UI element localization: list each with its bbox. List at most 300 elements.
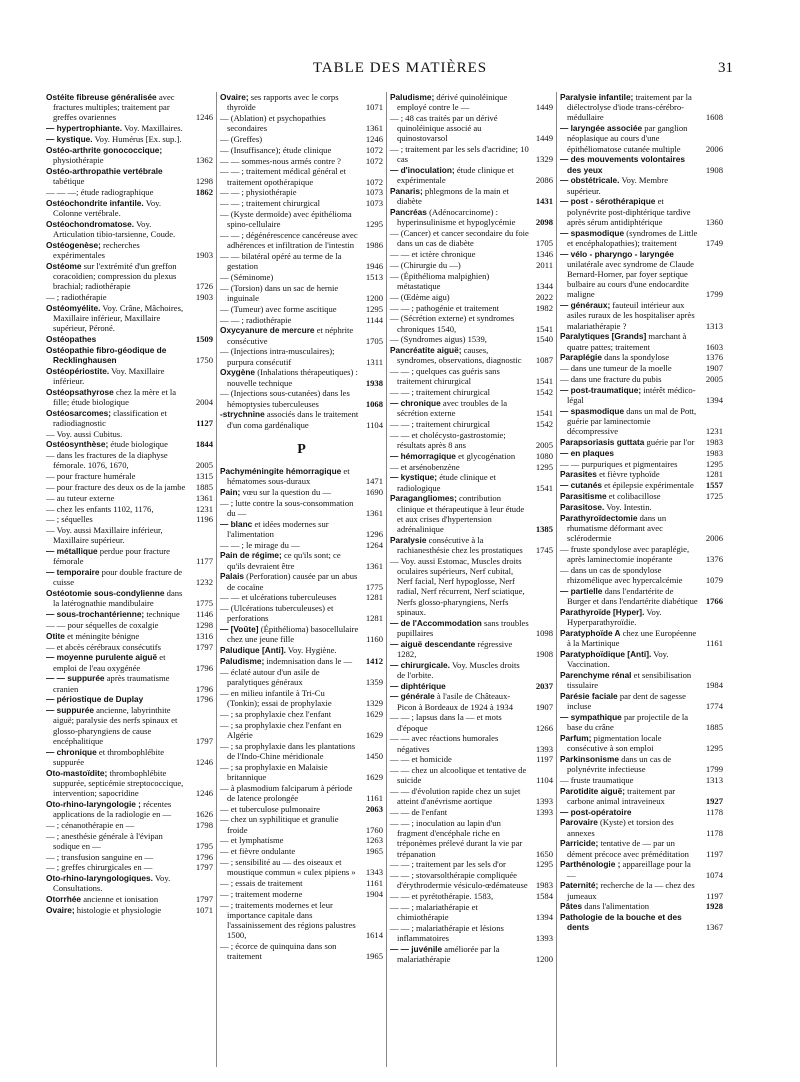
entry-description: étude clinique et radiologique	[397, 472, 496, 493]
entry-description: — — ; radiothérapie	[220, 314, 292, 325]
entry-heading: Parasitisme	[560, 491, 607, 501]
index-entry	[46, 546, 213, 566]
index-entry	[560, 607, 723, 627]
entry-text	[46, 366, 189, 386]
entry-description: — Voy. aussi Estomac, Muscles droits oculaires supérieurs, Nerf cubital, Nerf facial, Nerf hypoglosse, Nerf radial, Nerf récurrent, Nerf sciatique, Nerfs glosso-pharyngiens, Nerfs spinaux.	[390, 555, 525, 617]
entry-text	[390, 639, 529, 659]
entry-text	[220, 804, 359, 814]
entry-text	[560, 249, 699, 300]
entry-text	[46, 345, 189, 365]
entry-page-number: 1928	[705, 901, 723, 912]
entry-text	[46, 198, 189, 218]
entry-text	[220, 209, 359, 229]
entry-description: consécutive à la rachianesthésie chez les prostatiques	[397, 534, 523, 555]
entry-text	[46, 166, 189, 186]
entry-text	[46, 261, 189, 292]
index-entry	[560, 448, 723, 458]
index-entry	[560, 406, 723, 437]
entry-heading: Pathologie de la bouche et des dents	[560, 912, 682, 933]
entry-page-number: 1281	[705, 469, 723, 480]
entry-description: Voy. Vaccination.	[567, 648, 669, 669]
entry-page-number: 2005	[195, 460, 213, 471]
entry-page-number: 1178	[706, 806, 723, 817]
index-entry	[46, 504, 213, 514]
entry-text	[220, 688, 359, 708]
entry-page-number: 1161	[706, 638, 723, 648]
index-entry	[220, 134, 383, 144]
index-entry	[390, 691, 553, 711]
entry-text	[560, 331, 699, 351]
entry-description: — (Épithélioma malpighien) métastatique	[390, 270, 490, 291]
entry-description: — — ; le mirage du —	[220, 539, 300, 550]
entry-page-number: 2006	[705, 143, 723, 154]
entry-page-number: 1311	[366, 356, 383, 367]
entry-description: et fièvre typhoïde	[599, 469, 660, 480]
entry-description: recherches expérimentales	[53, 239, 140, 260]
entry-page-number: 2011	[536, 260, 553, 270]
entry-text	[390, 923, 529, 943]
entry-page-number: 1984	[705, 680, 723, 690]
index-entry	[560, 437, 723, 447]
index-entry	[560, 754, 723, 774]
entry-heading: Ostéopathie fibro-géodique de Recklinghausen	[46, 344, 167, 365]
entry-page-number: 1927	[705, 795, 723, 806]
entry-description: étude clinique et expérimentale	[397, 165, 514, 186]
entry-page-number: 1795	[195, 840, 213, 851]
entry-page-number: 1360	[705, 216, 723, 227]
index-entry	[46, 145, 213, 165]
entry-description: — (Sécrétion externe) et syndromes chroniques 1540,	[390, 313, 515, 334]
index-entry	[560, 228, 723, 248]
index-entry	[220, 498, 383, 518]
entry-description: et méningite bénigne	[67, 630, 140, 641]
index-entry	[220, 388, 383, 408]
entry-heading: — aiguë descendante	[390, 638, 476, 649]
index-entry	[220, 156, 383, 166]
index-entry	[390, 712, 553, 732]
entry-text	[220, 519, 359, 539]
index-entry	[46, 609, 213, 619]
entry-description: — à plasmodium falciparum à période de latence prolongée	[220, 782, 353, 803]
entry-text	[220, 846, 359, 856]
entry-description: (syndromes de Little et encéphalopathies); traitement	[567, 227, 698, 248]
index-entry	[560, 92, 723, 123]
entry-heading: Pancréas	[390, 207, 427, 218]
entry-description: causes, syndromes, observations, diagnostic	[397, 345, 522, 366]
index-entry	[560, 565, 723, 585]
page-header	[0, 60, 800, 84]
entry-text	[560, 901, 699, 911]
entry-heading: Parathyroïdectomie	[560, 512, 638, 523]
index-entry	[560, 123, 723, 154]
entry-page-number: 1449	[535, 133, 553, 144]
entry-text	[390, 207, 529, 227]
entry-description: Voy. Articulation tibio-tarsienne, Coude.	[53, 218, 176, 239]
entry-page-number: 1760	[365, 824, 383, 835]
entry-text	[390, 345, 529, 365]
entry-description: — (Cancer) et cancer secondaire du foie dans un cas de diabète	[390, 228, 529, 249]
entry-description: — et lymphatisme	[220, 835, 284, 846]
entry-text	[560, 859, 699, 879]
entry-page-number: 1072	[365, 155, 383, 166]
entry-page-number: 1903	[195, 291, 213, 302]
index-entry	[390, 535, 553, 555]
entry-description: et néphrite consécutive	[227, 325, 354, 346]
entry-description: — ; anesthésie générale à l'évipan sodique en —	[46, 830, 163, 851]
index-entry	[46, 705, 213, 746]
entry-text	[390, 451, 529, 461]
entry-description: indemnisation dans le —	[266, 655, 353, 666]
entry-text	[390, 818, 529, 859]
entry-page-number: 1608	[705, 112, 723, 123]
index-entry	[390, 419, 553, 429]
entry-text	[390, 462, 529, 472]
entry-page-number: 1797	[195, 894, 213, 905]
index-entry	[220, 900, 383, 941]
entry-text	[560, 649, 699, 669]
entry-description: (Kyste) et torsion des annexes	[567, 817, 674, 838]
entry-text	[220, 198, 359, 208]
index-entry	[220, 645, 383, 655]
index-entry	[390, 144, 553, 164]
entry-text	[560, 712, 699, 732]
entry-description: — (Greffes)	[220, 134, 263, 144]
entry-description: marchant à quatre pattes; traitement	[567, 331, 687, 352]
index-entry	[390, 493, 553, 534]
entry-description: — — —; étude radiographique	[46, 186, 154, 197]
entry-page-number: 1295	[365, 219, 383, 230]
entry-text	[560, 807, 699, 817]
entry-text	[46, 525, 189, 545]
entry-description: phlegmons de la main et diabète	[397, 186, 509, 207]
index-entry	[390, 260, 553, 270]
entry-text	[46, 820, 189, 830]
entry-text	[390, 733, 529, 753]
entry-text	[560, 154, 699, 174]
index-entry	[560, 502, 723, 512]
entry-text	[220, 187, 359, 197]
index-entry	[220, 145, 383, 155]
entry-heading: Ostéotomie sous-condylienne	[46, 588, 165, 599]
index-entry	[220, 230, 383, 250]
entry-page-number: 1072	[365, 144, 383, 155]
entry-text	[220, 487, 359, 497]
entry-text	[220, 272, 359, 282]
entry-page-number: 1796	[195, 683, 213, 694]
entry-page-number: 1982	[535, 302, 553, 313]
entry-heading: Ostéo-arthrite gonococcique;	[46, 144, 163, 155]
entry-page-number: 1450	[365, 750, 383, 761]
entry-page-number: 1074	[705, 869, 723, 880]
entry-text	[220, 900, 359, 941]
entry-heading: — sympathique	[560, 711, 622, 722]
entry-page-number: 2005	[535, 439, 553, 450]
entry-heading: — sous-trochantérienne;	[46, 609, 145, 620]
entry-page-number: 1725	[705, 491, 723, 501]
index-entry	[560, 775, 723, 785]
entry-text	[46, 134, 189, 144]
entry-description: — dans les fractures de la diaphyse fémorale. 1076, 1670,	[46, 450, 168, 471]
entry-text	[560, 300, 699, 331]
entry-text	[46, 768, 189, 799]
index-entry	[220, 941, 383, 961]
entry-heading: — chirurgicale.	[390, 659, 450, 670]
entry-heading: — suppurée	[46, 705, 94, 716]
entry-description: et glycogénation	[458, 450, 516, 461]
index-entry	[390, 618, 553, 638]
entry-description: Voy. Colonne vertébrale.	[53, 197, 162, 218]
index-entry	[220, 466, 383, 486]
entry-text	[390, 334, 529, 344]
entry-page-number: 2086	[535, 175, 553, 186]
entry-description: — dans une tumeur de la moelle	[560, 363, 672, 374]
entry-description: traitement par carbone animal intraveineux	[567, 785, 676, 806]
index-entry	[220, 92, 383, 112]
entry-text	[46, 482, 189, 492]
entry-text	[220, 283, 359, 303]
entry-description: — — de l'enfant	[390, 807, 448, 818]
entry-description: — ; greffes chirurgicales en —	[46, 862, 153, 873]
index-entry	[560, 544, 723, 564]
entry-heading: Oto-rhino-laryngologiques.	[46, 873, 153, 884]
index-entry	[220, 519, 383, 539]
entry-page-number: 1541	[535, 482, 553, 493]
index-entry	[220, 709, 383, 719]
entry-description: et idées modernes sur l'alimentation	[227, 518, 329, 539]
entry-heading: Ostéite fibreuse généralisée	[46, 92, 157, 102]
entry-description: Voy. Consultations.	[53, 873, 171, 894]
index-entry	[220, 835, 383, 845]
index-entry	[560, 670, 723, 690]
entry-text	[390, 902, 529, 922]
entry-description: perdue pour fracture fémorale	[53, 546, 170, 567]
entry-text	[560, 544, 699, 564]
entry-page-number: 1246	[195, 112, 213, 123]
entry-page-number: 1394	[705, 395, 723, 406]
entry-page-number: 1690	[365, 486, 383, 497]
entry-description: — ; traitement moderne	[220, 888, 303, 899]
entry-page-number: 1359	[365, 676, 383, 687]
entry-text	[46, 905, 189, 915]
entry-text	[46, 303, 189, 334]
entry-heading: Ostéopathes	[46, 333, 97, 344]
entry-description: Voy. Maxillaire inférieur.	[53, 365, 165, 386]
entry-page-number: 1541	[535, 376, 553, 387]
entry-heading: Ostéochondromatose.	[46, 218, 135, 229]
entry-heading: Paragangliomes;	[390, 493, 457, 504]
entry-heading: — cutanés	[560, 480, 602, 491]
index-entry	[390, 639, 553, 659]
entry-description: fauteuil intérieur aux asiles ruraux de les hospitaliser après malariathérapie ?	[567, 300, 695, 331]
entry-text	[390, 292, 529, 302]
entry-page-number: 1296	[365, 528, 383, 539]
entry-description: — — ; lapsus dans la — et mots d'époque	[390, 712, 502, 733]
index-entry	[390, 398, 553, 418]
index-entry	[46, 408, 213, 428]
index-entry	[46, 198, 213, 218]
entry-description: — — et pyrétothérapie. 1583,	[390, 891, 494, 902]
entry-description: — (Tumeur) avec forme ascitique	[220, 303, 337, 314]
entry-heading: — chronique	[46, 746, 97, 757]
entry-text	[390, 660, 529, 680]
entry-description: pigmentation locale consécutive à son emploi	[567, 732, 662, 753]
entry-page-number: 1986	[365, 240, 383, 251]
entry-heading: Ostéopériostite.	[46, 365, 110, 376]
entry-text	[390, 556, 529, 617]
entry-page-number: 1160	[366, 634, 383, 645]
entry-text	[46, 546, 189, 566]
entry-page-number: 1629	[365, 729, 383, 740]
index-entry	[390, 228, 553, 248]
entry-text	[390, 859, 529, 869]
entry-text	[46, 894, 189, 904]
index-entry	[390, 681, 553, 691]
entry-page-number: 1750	[195, 354, 213, 365]
entry-text	[46, 673, 189, 693]
entry-page-number: 1362	[195, 155, 213, 165]
entry-text	[390, 313, 529, 333]
entry-text	[390, 165, 529, 185]
entry-page-number: 1796	[195, 851, 213, 862]
entry-description: classification et radiodiagnostic	[53, 407, 167, 428]
entry-description: — (Kyste dermoïde) avec épithélioma spino-cellulaire	[220, 208, 352, 230]
entry-page-number: 1231	[195, 503, 213, 514]
entry-page-number: 1907	[705, 363, 723, 374]
entry-text	[560, 448, 699, 458]
entry-page-number: 1127	[196, 417, 213, 428]
index-entry	[560, 807, 723, 817]
entry-heading: — généraux;	[560, 300, 611, 311]
entry-page-number: 1650	[535, 848, 553, 859]
entry-heading: Paratyphoïde A	[560, 627, 621, 638]
entry-page-number: 1412	[365, 655, 383, 666]
entry-page-number: 1797	[195, 862, 213, 873]
entry-text	[220, 92, 359, 112]
entry-page-number: 1542	[535, 418, 553, 429]
index-entry	[46, 514, 213, 524]
entry-text	[46, 705, 189, 746]
entry-page-number: 1796	[195, 694, 213, 705]
entry-text	[46, 439, 189, 449]
entry-heading: — hémorragique	[390, 450, 456, 461]
entry-text	[390, 260, 529, 270]
entry-text	[560, 912, 699, 932]
entry-page-number: 1281	[365, 613, 383, 624]
index-entry	[560, 154, 723, 174]
entry-description: technique	[146, 609, 180, 620]
index-entry	[390, 292, 553, 302]
entry-page-number: 1885	[195, 481, 213, 492]
entry-text	[220, 166, 359, 186]
entry-page-number: 1079	[705, 575, 723, 585]
index-entry	[560, 480, 723, 490]
entry-page-number: 1231	[705, 426, 723, 437]
entry-description: intérêt médico-légal	[567, 384, 696, 406]
entry-description: — ; sa prophylaxie dans les plantations de l'Indo-Chine méridionale	[220, 740, 356, 761]
entry-description: — (Injections sous-cutanées) dans les hémoptysies tuberculeuses	[220, 388, 350, 409]
entry-page-number: 1983	[705, 437, 723, 448]
entry-heading: Oxygène	[220, 367, 256, 378]
entry-text	[46, 588, 189, 608]
index-entry	[560, 838, 723, 858]
entry-heading: Ostéome	[46, 260, 82, 271]
index-entry	[560, 712, 723, 732]
entry-page-number: 1264	[365, 539, 383, 550]
entry-text	[390, 807, 529, 817]
entry-description: — (Ulcérations tuberculeuses) et perforations	[220, 603, 334, 624]
index-entry	[560, 374, 723, 384]
entry-description: Voy. Intestin.	[606, 501, 652, 512]
entry-text	[390, 944, 529, 964]
entry-text	[390, 271, 529, 291]
entry-page-number: 1393	[535, 933, 553, 944]
entry-heading: Parricide;	[560, 838, 599, 849]
entry-text	[390, 366, 529, 386]
index-entry	[46, 482, 213, 492]
entry-description: avec fractures multiples; traitement par greffes ovariennes	[53, 92, 175, 123]
entry-page-number: 1844	[195, 439, 213, 450]
entry-heading: Pain de régime;	[220, 550, 282, 561]
entry-page-number: 1471	[365, 475, 383, 486]
index-entry	[390, 165, 553, 185]
entry-text	[220, 498, 359, 518]
entry-page-number: 1862	[195, 186, 213, 197]
entry-heading: Ostéomyélite.	[46, 302, 101, 313]
entry-text	[220, 709, 359, 719]
entry-heading: — périostique de Duplay	[46, 694, 144, 705]
index-entry	[560, 649, 723, 669]
index-column-1	[46, 92, 216, 1067]
entry-text	[220, 889, 359, 899]
entry-description: — ; transfusion sanguine en —	[46, 851, 154, 862]
entry-description: — Voy. aussi Cubitus.	[46, 428, 123, 439]
entry-text	[560, 670, 699, 690]
entry-heading: Oto-mastoïdite;	[46, 767, 108, 778]
entry-heading: — obstétricale.	[560, 175, 620, 186]
index-entry	[46, 873, 213, 893]
entry-text	[560, 786, 699, 806]
entry-page-number: 1196	[196, 514, 213, 525]
index-entry	[46, 894, 213, 904]
entry-text	[560, 880, 699, 900]
index-entry	[390, 472, 553, 492]
index-entry	[46, 588, 213, 608]
index-entry	[220, 487, 383, 497]
entry-page-number: 1295	[535, 461, 553, 472]
entry-text	[560, 175, 699, 195]
index-entry	[46, 292, 213, 302]
entry-page-number: 1904	[365, 888, 383, 899]
index-entry	[46, 768, 213, 799]
entry-page-number: 2005	[705, 374, 723, 385]
entry-description: ancienne et ionisation	[83, 894, 159, 905]
entry-page-number: 1344	[535, 281, 553, 291]
index-column-4	[556, 92, 726, 1067]
index-entry	[46, 747, 213, 767]
entry-text	[46, 873, 189, 893]
entry-page-number: 1557	[705, 480, 723, 491]
entry-heading: Parotidite aiguë;	[560, 785, 626, 796]
entry-page-number: 1983	[535, 880, 553, 891]
entry-text	[560, 775, 699, 785]
index-entry	[560, 175, 723, 195]
entry-heading: Parasites	[560, 469, 597, 480]
entry-text	[220, 762, 359, 782]
entry-description: pour double fracture de cuisse	[53, 567, 183, 588]
entry-description: — — ; quelques cas guéris sans traitement chirurgical	[390, 366, 500, 387]
entry-text	[220, 134, 359, 144]
entry-description: par projectile de la base du crâne	[567, 711, 689, 732]
